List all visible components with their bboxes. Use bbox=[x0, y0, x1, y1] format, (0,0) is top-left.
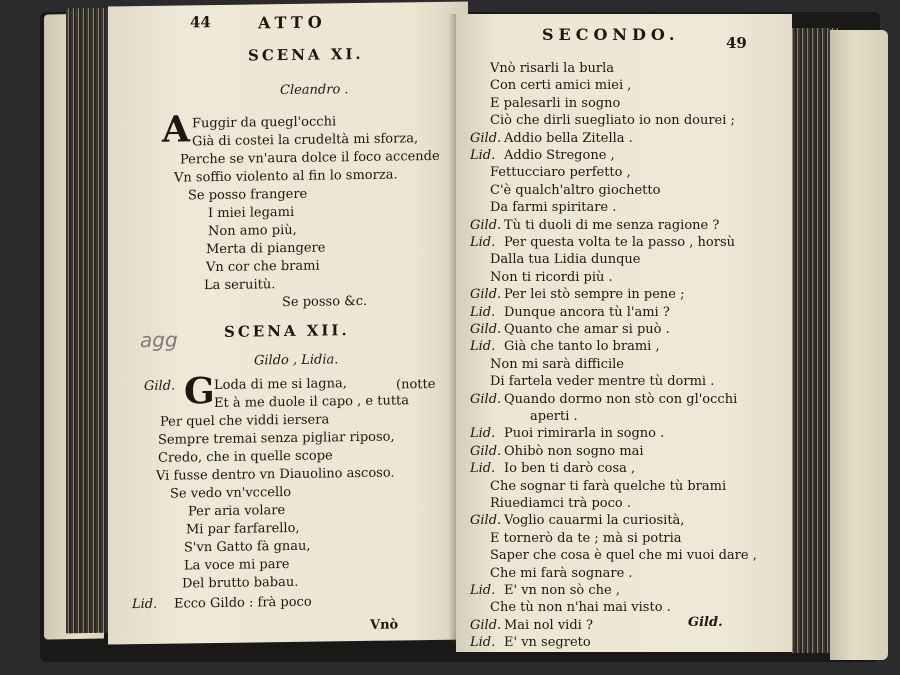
dialogue-text: Con certi amici miei , bbox=[490, 78, 632, 94]
catchword: Gild. bbox=[688, 615, 723, 630]
refrain-line: Se posso &c. bbox=[282, 293, 368, 311]
dialogue-text: Già che tanto lo brami , bbox=[504, 339, 660, 355]
left-page-edges bbox=[66, 8, 112, 634]
speaker-label: Gild. bbox=[470, 217, 502, 233]
speaker-label: Lid. bbox=[470, 461, 496, 477]
speaker-label: Lid. bbox=[470, 304, 496, 320]
scene-speakers: Gildo , Lidia. bbox=[254, 352, 339, 369]
dialogue-text: Mai nol vidi ? bbox=[504, 617, 593, 633]
verse-line: La seruitù. bbox=[204, 277, 276, 294]
dialogue-text: Puoi rimirarla in sogno . bbox=[504, 426, 665, 442]
speaker-label: Lid. bbox=[470, 148, 496, 163]
verse-line: Per quel che viddi iersera bbox=[160, 412, 330, 430]
dialogue-line bbox=[470, 601, 671, 615]
dialogue-line bbox=[470, 253, 640, 267]
dialogue-line bbox=[470, 480, 726, 494]
running-header: ATTO bbox=[258, 12, 327, 33]
dialogue-text: Per lei stò sempre in pene ; bbox=[504, 287, 685, 303]
speaker-label: Gild. bbox=[144, 378, 176, 395]
dialogue-text: Saper che cosa è quel che mi vuoi dare , bbox=[490, 548, 757, 564]
dialogue-line bbox=[470, 219, 719, 233]
speaker-label: Lid. bbox=[132, 596, 158, 613]
speaker-label: Lid. bbox=[470, 339, 496, 355]
dialogue-line bbox=[470, 358, 624, 372]
dialogue-text: Di fartela veder mentre tù dormi . bbox=[490, 374, 715, 390]
dialogue-line bbox=[470, 549, 757, 563]
right-page bbox=[456, 14, 792, 652]
left-page bbox=[108, 1, 468, 644]
dialogue-text: Dunque ancora tù l'ami ? bbox=[504, 304, 670, 320]
dialogue-text: Per questa volta te la passo , horsù bbox=[504, 235, 735, 250]
dialogue-text: Che mi farà sognare . bbox=[490, 565, 633, 581]
dialogue-text: Non ti ricordi più . bbox=[490, 269, 613, 285]
drop-capital: A bbox=[162, 108, 190, 151]
dialogue-line bbox=[470, 375, 714, 389]
verse-line: Vn soffio violento al fin lo smorza. bbox=[174, 167, 398, 186]
dialogue-line bbox=[470, 584, 620, 598]
dialogue-line bbox=[470, 306, 670, 320]
verse-line: Et à me duole il capo , e tutta bbox=[214, 393, 410, 412]
verse-line: (notte bbox=[396, 376, 436, 393]
dialogue-line bbox=[470, 340, 660, 354]
dialogue-line bbox=[470, 462, 635, 476]
dialogue-line bbox=[470, 149, 615, 163]
dialogue-text: Non mi sarà difficile bbox=[490, 356, 625, 372]
dialogue-line bbox=[470, 514, 684, 528]
dialogue-text: Io ben ti darò cosa , bbox=[504, 461, 636, 477]
verse-line: Mi par farfarello, bbox=[186, 520, 300, 538]
speaker-label: Gild. bbox=[470, 617, 502, 633]
dialogue-text: Tù ti duoli di me senza ragione ? bbox=[504, 217, 720, 233]
dialogue-text: E' vn segreto bbox=[504, 635, 591, 651]
dialogue-line bbox=[470, 567, 633, 581]
scene-speaker: Cleandro . bbox=[280, 82, 349, 99]
dialogue-text: Quanto che amar si può . bbox=[504, 322, 670, 337]
dialogue-text: Addio Stregone , bbox=[504, 148, 615, 163]
dialogue-text: Quando dormo non stò con gl'occhi bbox=[504, 391, 738, 407]
dialogue-text: E palesarli in sogno bbox=[490, 95, 621, 111]
speaker-label: Gild. bbox=[470, 322, 502, 337]
dialogue-line bbox=[470, 288, 685, 302]
verse-line: Già di costei la crudeltà mi sforza, bbox=[192, 131, 419, 150]
verse-line: Se posso frangere bbox=[188, 186, 308, 204]
dialogue-text: Dalla tua Lidia dunque bbox=[490, 252, 641, 268]
dialogue-line bbox=[470, 184, 660, 198]
verse-line: La voce mi pare bbox=[184, 556, 290, 574]
dialogue-text: E' vn non sò che , bbox=[504, 583, 620, 598]
page-number: 44 bbox=[190, 13, 211, 32]
dialogue-line bbox=[470, 79, 631, 93]
drop-capital: G bbox=[184, 370, 215, 413]
verse-line: I miei legami bbox=[208, 204, 295, 222]
dialogue-text: Che tù non n'hai mai visto . bbox=[490, 600, 671, 616]
right-cover bbox=[830, 30, 888, 660]
dialogue-text: E tornerò da te ; mà si potria bbox=[490, 530, 682, 546]
dialogue-line bbox=[470, 393, 737, 407]
dialogue-line bbox=[470, 410, 578, 424]
running-header: SECONDO. bbox=[542, 25, 680, 44]
dialogue-line bbox=[470, 497, 631, 511]
dialogue-text: Vnò risarli la burla bbox=[490, 61, 615, 76]
verse-line: Vn cor che brami bbox=[206, 258, 320, 276]
dialogue-line bbox=[470, 445, 644, 459]
speaker-label: Lid. bbox=[470, 426, 496, 442]
speaker-label: Gild. bbox=[470, 287, 502, 303]
verse-line: Perche se vn'aura dolce il foco accende bbox=[180, 148, 440, 168]
dialogue-text: Riuediamci trà poco . bbox=[490, 496, 631, 511]
dialogue-text: Addio bella Zitella . bbox=[504, 130, 633, 146]
dialogue-line bbox=[470, 532, 682, 546]
dialogue-text: Da farmi spiritare . bbox=[490, 200, 617, 216]
pencil-annotation: agg bbox=[140, 327, 178, 353]
dialogue-text: Ohibò non sogno mai bbox=[504, 443, 644, 459]
verse-line: Del brutto babau. bbox=[182, 574, 299, 592]
dialogue-text: aperti . bbox=[530, 409, 578, 424]
scene-title: SCENA XI. bbox=[248, 44, 364, 65]
scene-title: SCENA XII. bbox=[224, 321, 350, 341]
dialogue-line bbox=[470, 132, 633, 146]
catchword: Vnò bbox=[370, 617, 399, 633]
verse-line: Loda di me si lagna, bbox=[214, 376, 347, 394]
dialogue-text: Che sognar ti farà quelche tù brami bbox=[490, 478, 727, 494]
dialogue-line bbox=[470, 636, 591, 650]
speaker-label: Lid. bbox=[470, 635, 496, 651]
speaker-label: Gild. bbox=[470, 513, 502, 529]
verse-line: Credo, che in quelle scope bbox=[158, 448, 333, 466]
dialogue-line bbox=[470, 201, 616, 215]
dialogue-line bbox=[470, 619, 593, 633]
verse-line: Fuggir da quegl'occhi bbox=[192, 114, 337, 132]
verse-line: Per aria volare bbox=[188, 503, 286, 520]
speaker-label: Gild. bbox=[470, 130, 502, 146]
dialogue-line bbox=[470, 97, 620, 111]
dialogue-line bbox=[470, 427, 664, 441]
dialogue-line bbox=[470, 323, 670, 337]
page-number: 49 bbox=[726, 34, 747, 52]
dialogue-line bbox=[470, 114, 735, 128]
speaker-label: Gild. bbox=[470, 391, 502, 407]
verse-line: Sempre tremai senza pigliar riposo, bbox=[158, 429, 395, 448]
dialogue-text: Ciò che dirli suegliato io non dourei ; bbox=[490, 113, 735, 129]
dialogue-text: Fettucciaro perfetto , bbox=[490, 165, 631, 181]
speaker-label: Lid. bbox=[470, 235, 496, 250]
dialogue-line bbox=[470, 236, 735, 250]
verse-line: Merta di piangere bbox=[206, 240, 326, 258]
dialogue-line bbox=[470, 62, 614, 76]
verse-line: Se vedo vn'vccello bbox=[170, 484, 292, 502]
dialogue-text: C'è qualch'altro giochetto bbox=[490, 182, 661, 198]
dialogue-line bbox=[470, 166, 631, 180]
verse-line: S'vn Gatto fà gnau, bbox=[184, 538, 311, 556]
verse-line: Non amo più, bbox=[208, 222, 297, 240]
dialogue-line bbox=[470, 271, 613, 285]
verse-line: Vi fusse dentro vn Diauolino ascoso. bbox=[156, 465, 395, 484]
speaker-label: Gild. bbox=[470, 443, 502, 459]
speaker-label: Lid. bbox=[470, 583, 496, 598]
verse-line: Ecco Gildo : frà poco bbox=[174, 594, 312, 612]
dialogue-text: Voglio cauarmi la curiosità, bbox=[504, 513, 685, 529]
